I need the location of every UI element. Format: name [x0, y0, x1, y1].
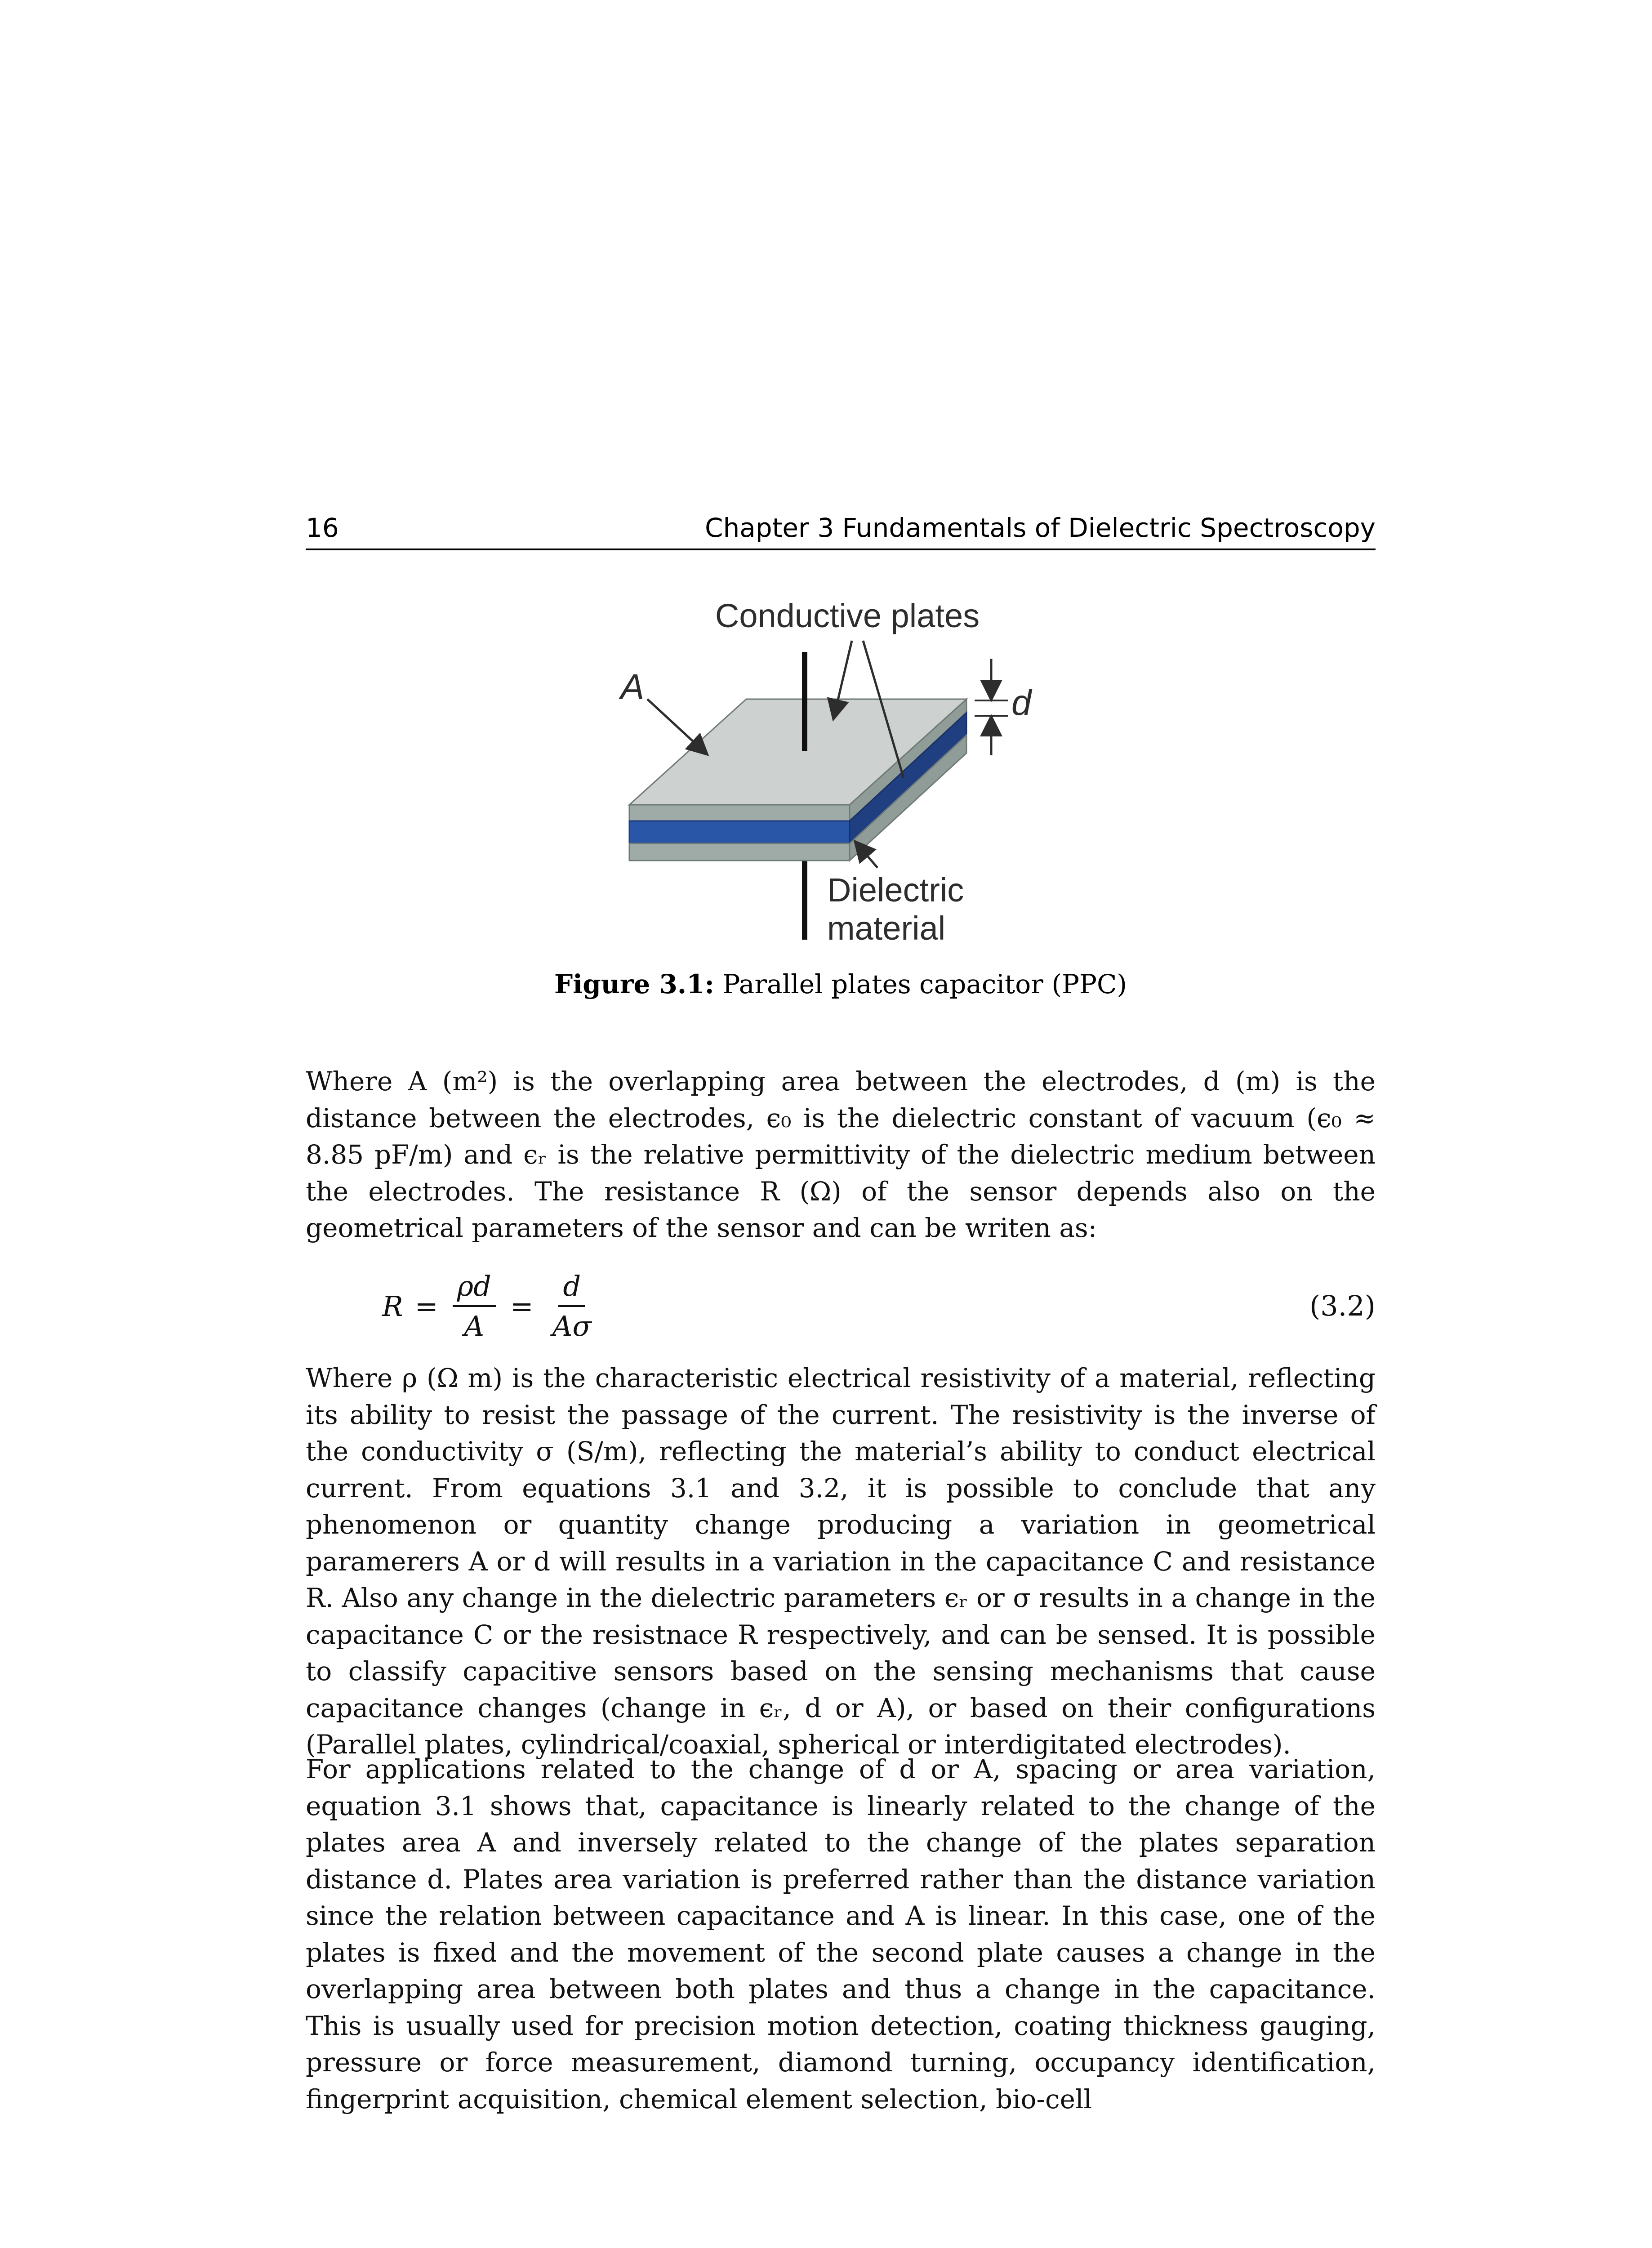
capacitor-diagram: [593, 580, 1106, 958]
dielectric-label-line2: material: [827, 910, 946, 947]
equation-number: (3.2): [1309, 1289, 1376, 1322]
figure-caption-label: Figure 3.1:: [554, 969, 714, 999]
fraction-2-denominator: Aσ: [552, 1310, 592, 1343]
dielectric-front: [629, 821, 850, 843]
paragraph-applications: For applications related to the change of d or A, spacing or area variation, equation 3.1 shows that, capacitance is linearly related to the change of the plates area A and inversely related to the change of the plates separation distance d. Plates area variation is preferred rather than the distance variation since the relation between capacitance and A is linear. In this case, one of the plates is fixed and the movement of the second plate causes a change in the overlapping area between both plates and thus a change in the capacitance. This is usually used for precision motion detection, coating thickness gauging, pressure or force measurement, diamond turning, occupancy identification, fingerprint acquisition, chemical element selection, bio-cell: [306, 1754, 1376, 2114]
top-plate-front: [629, 805, 850, 821]
fraction-1-denominator: A: [464, 1310, 485, 1343]
area-label: A: [620, 667, 645, 707]
paragraph-resistivity: Where ρ (Ω m) is the characteristic electrical resistivity of a material, reflecting its ability to resist the passage of the current. The resistivity is the inverse of the conductivity σ (S/m), reflecting the material’s ability to conduct electrical current. From equations 3.1 and 3.2, it is possible to conclude that any phenomenon or quantity change producing a variation in geometrical paramerers A or d will results in a variation in the capacitance C and resistance R. Also any change in the dielectric parameters ϵᵣ or σ results in a change in the capacitance C or the resistnace R respectively, and can be sensed. It is possible to classify capacitive sensors based on the sensing mechanisms that cause capacitance changes (change in ϵᵣ, d or A), or based on their configurations (Parallel plates, cylindrical/coaxial, spherical or interdigitated electrodes).: [306, 1363, 1376, 1760]
area-arrow: [647, 699, 706, 753]
bottom-plate-front: [629, 843, 850, 861]
equation-body: [382, 1263, 599, 1349]
distance-label: d: [1011, 682, 1032, 723]
figure-caption: [306, 969, 1376, 999]
equation-3-2: [306, 1263, 1376, 1349]
page-number: 16: [306, 513, 339, 543]
fraction-2-numerator: d: [558, 1270, 585, 1307]
dielectric-arrow: [856, 843, 877, 868]
figure-parallel-plate-capacitor: [593, 580, 1106, 958]
dielectric-label-line1: Dielectric: [827, 871, 964, 909]
paragraph-definitions: Where A (m²) is the overlapping area between the electrodes, d (m) is the distance between the electrodes, ϵ₀ is the dielectric constant of vacuum (ϵ₀ ≈ 8.85 pF/m) and ϵᵣ is the relative permittivity of the dielectric medium between the electrodes. The resistance R (Ω) of the sensor depends also on the geometrical parameters of the sensor and can be writen as:: [306, 1066, 1376, 1243]
running-head: Chapter 3 Fundamentals of Dielectric Spectroscopy: [705, 513, 1376, 543]
fraction-rho-d-over-a: [453, 1270, 496, 1343]
fraction-d-over-a-sigma: [548, 1270, 596, 1343]
equation-lhs: R: [382, 1289, 403, 1323]
figure-caption-text: Parallel plates capacitor (PPC): [722, 969, 1127, 999]
page-header: [306, 504, 1376, 550]
fraction-1-numerator: ρd: [453, 1270, 496, 1307]
equation-equals-1: =: [414, 1289, 438, 1323]
equation-equals-2: =: [510, 1289, 534, 1323]
conductive-plates-label: Conductive plates: [715, 597, 980, 634]
